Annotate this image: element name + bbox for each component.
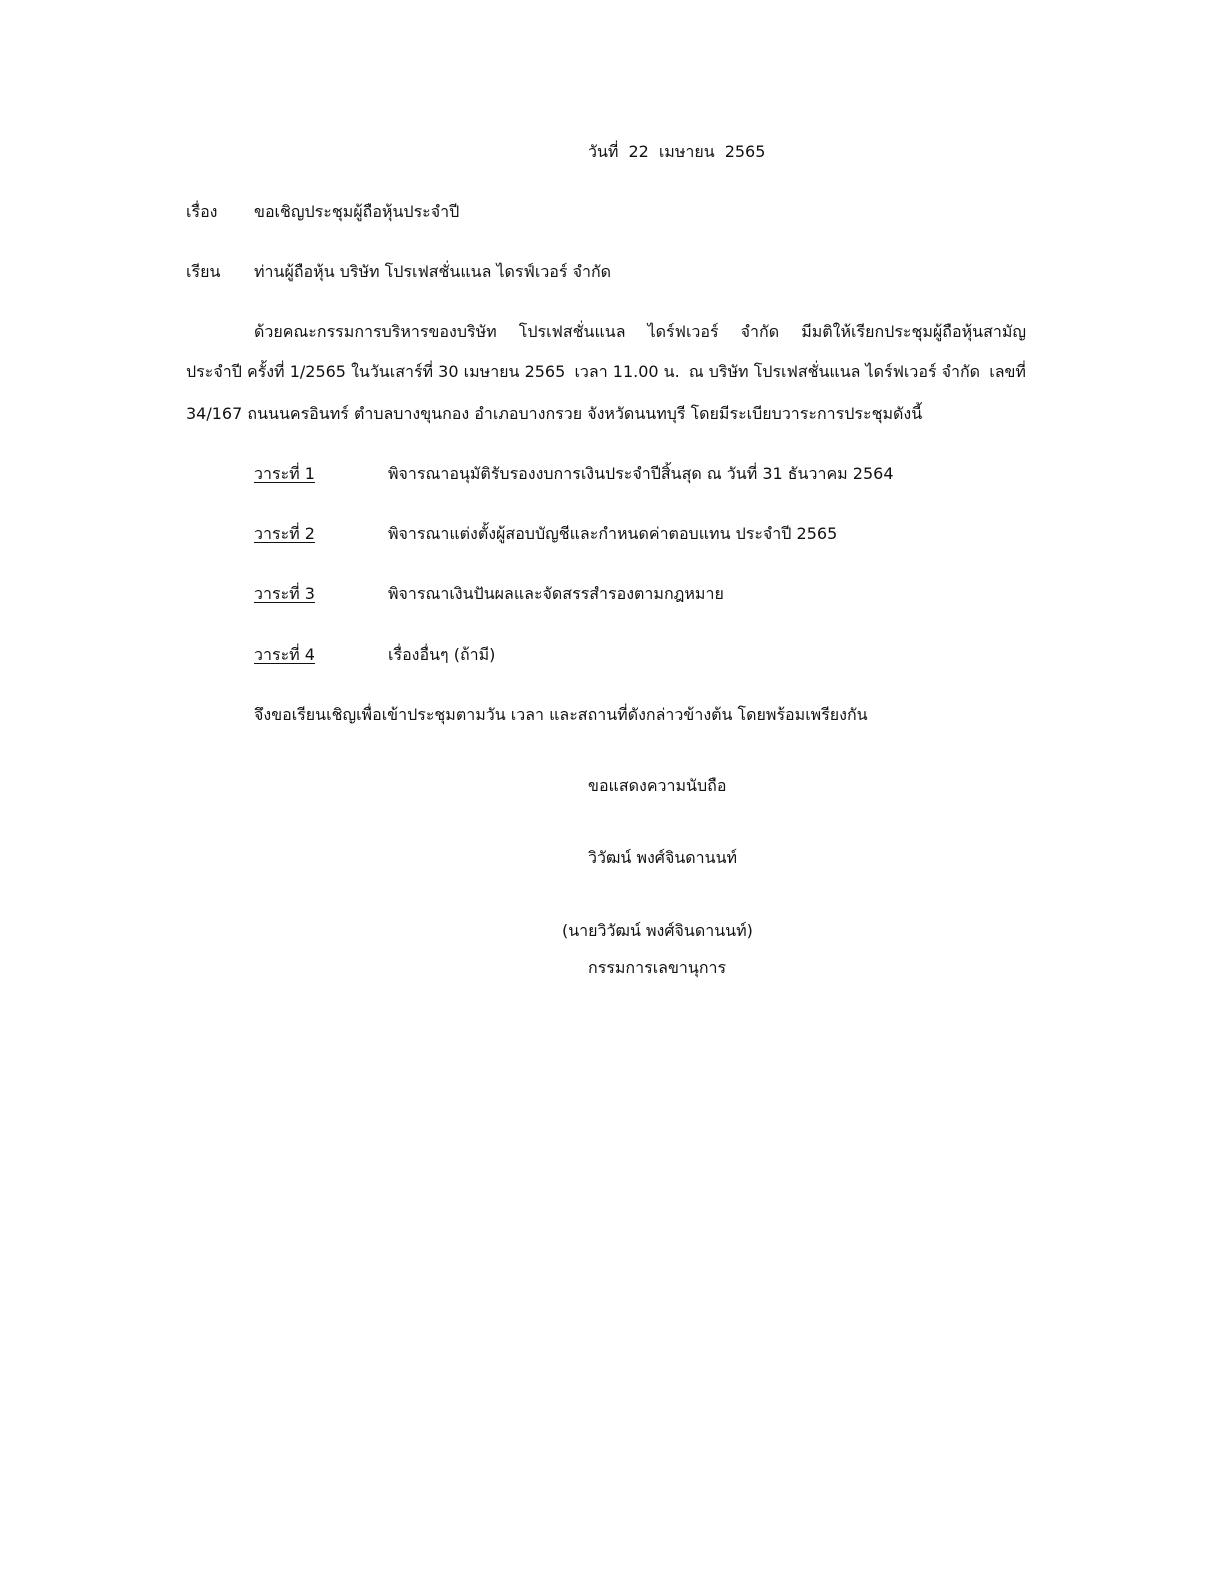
regards-text: ขอแสดงความนับถือ — [588, 776, 727, 795]
body-line-1-word: โปรเฟสชั่นแนล — [518, 322, 626, 341]
agenda-label-4: วาระที่ 4 — [254, 645, 315, 664]
agenda-text-1: พิจารณาอนุมัติรับรองงบการเงินประจำปีสิ้นสุด ณ วันที่ 31 ธันวาคม 2564 — [388, 464, 894, 483]
body-line-1 — [254, 324, 1026, 340]
date-prefix: วันที่ — [588, 142, 619, 161]
agenda-text-4: เรื่องอื่นๆ (ถ้ามี) — [388, 645, 496, 664]
agenda-text-3: พิจารณาเงินปันผลและจัดสรรสำรองตามกฎหมาย — [388, 584, 724, 603]
closing-sentence: จึงขอเรียนเชิญเพื่อเข้าประชุมตามวัน เวลา และสถานที่ดังกล่าวข้างต้น โดยพร้อมเพรียงกัน — [254, 705, 868, 724]
agenda-label-1: วาระที่ 1 — [254, 464, 315, 483]
signer-title: กรรมการเลขานุการ — [588, 958, 727, 977]
agenda-label-3: วาระที่ 3 — [254, 584, 315, 603]
subject-label: เรื่อง — [186, 202, 218, 221]
to-label: เรียน — [186, 262, 221, 281]
body-line-1-word: ด้วยคณะกรรมการบริหารของบริษัท — [254, 322, 497, 341]
body-line-1-word: จำกัด — [740, 322, 780, 341]
body-line-1-word: ไดร์ฟเวอร์ — [647, 322, 719, 341]
body-line-2-segment: ณ บริษัท โปรเฟสชั่นแนล ไดร์ฟเวอร์ จำกัด — [688, 362, 981, 381]
date-day: 22 — [628, 142, 649, 161]
signer-name: (นายวิวัฒน์ พงศ์จินดานนท์) — [562, 921, 753, 940]
signature: วิวัฒน์ พงศ์จินดานนท์ — [588, 848, 738, 867]
body-line-2-segment: เวลา 11.00 น. — [574, 362, 680, 381]
subject-value: ขอเชิญประชุมผู้ถือหุ้นประจำปี — [254, 202, 460, 221]
body-line-2 — [186, 364, 1026, 380]
agenda-label-2: วาระที่ 2 — [254, 524, 315, 543]
date-year: 2565 — [724, 142, 766, 161]
agenda-text-2: พิจารณาแต่งตั้งผู้สอบบัญชีและกำหนดค่าตอบแทน ประจำปี 2565 — [388, 524, 838, 543]
to-value: ท่านผู้ถือหุ้น บริษัท โปรเฟสชั่นแนล ไดรฟ์เวอร์ จำกัด — [254, 262, 612, 281]
body-line-2-segment: เลขที่ — [989, 362, 1026, 381]
body-line-3: 34/167 ถนนนครอินทร์ ตำบลบางขุนกอง อำเภอบางกรวย จังหวัดนนทบุรี โดยมีระเบียบวาระการประชุมดังนี้ — [186, 404, 923, 423]
date-month: เมษายน — [658, 142, 715, 161]
letter-date — [588, 144, 775, 160]
body-line-2-segment: ประจำปี ครั้งที่ 1/2565 ในวันเสาร์ที่ 30 เมษายน 2565 — [186, 362, 566, 381]
body-line-1-word: มีมติให้เรียกประชุมผู้ถือหุ้นสามัญ — [801, 322, 1026, 341]
